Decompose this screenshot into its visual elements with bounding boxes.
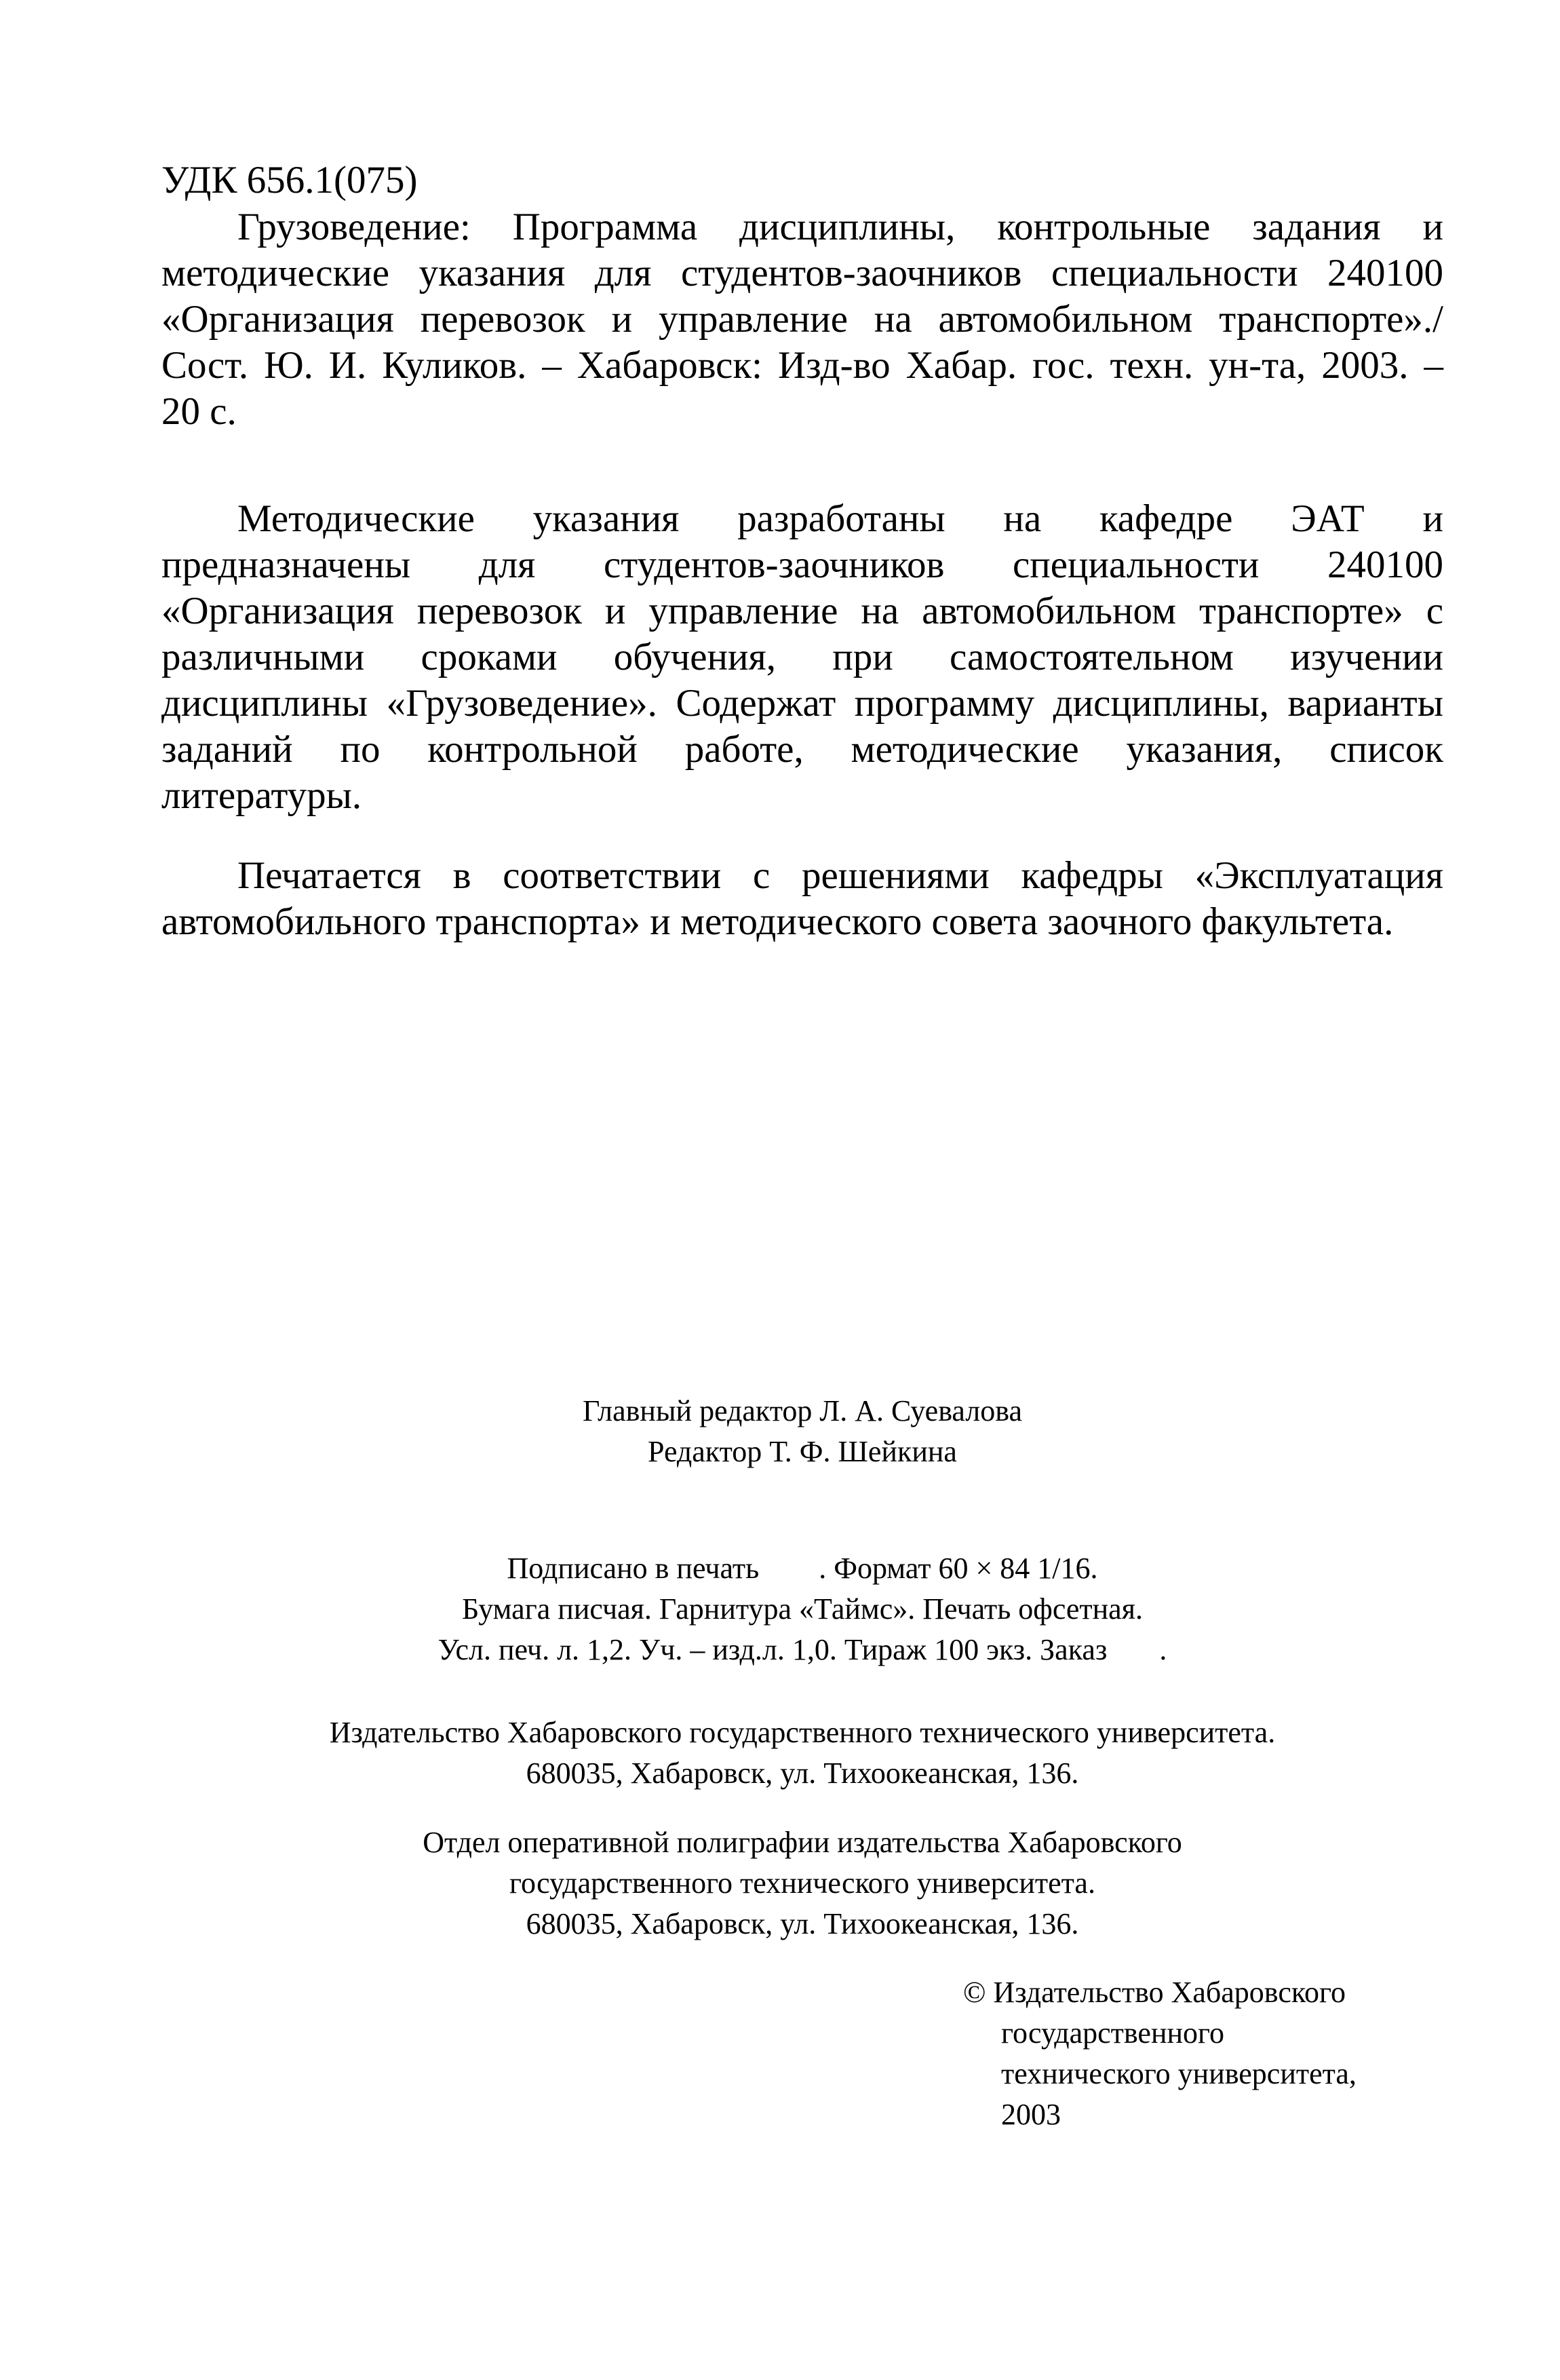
approval-line: автомобильного транспорта» и методического совета заочного факультета. [161, 900, 1394, 943]
publisher-address: 680035, Хабаровск, ул. Тихоокеанская, 136. [526, 1757, 1079, 1790]
imprint-block [161, 1548, 1443, 1670]
abstract-line: литературы. [161, 774, 362, 817]
abstract-line: заданий по контрольной работе, методические указания, список [161, 728, 1443, 771]
approval-line: Печатается в соответствии с решениями кафедры «Эксплуатация [237, 854, 1443, 897]
copyright-line: государственного [1001, 2016, 1224, 2050]
bib-line: Сост. Ю. И. Куликов. – Хабаровск: Изд-во Хабар. гос. техн. ун-та, 2003. – [161, 344, 1443, 387]
bib-line: 20 с. [161, 390, 237, 433]
copyright-year: 2003 [1001, 2098, 1061, 2131]
abstract-line: дисциплины «Грузоведение». Содержат программу дисциплины, варианты [161, 682, 1443, 725]
abstract-line: предназначены для студентов-заочников специальности 240100 [161, 543, 1443, 586]
chief-editor: Главный редактор Л. А. Суевалова [583, 1394, 1022, 1427]
abstract-line: различными сроками обучения, при самостоятельном изучении [161, 636, 1443, 678]
editors-block [161, 1391, 1443, 1472]
publisher-name: Издательство Хабаровского государственного технического университета. [329, 1716, 1276, 1749]
publisher-block [161, 1712, 1443, 1794]
abstract-line: Методические указания разработаны на кафедре ЭАТ и [237, 497, 1443, 540]
signed-line: Подписано в печать . Формат 60 × 84 1/16. [507, 1552, 1098, 1585]
bib-line: Грузоведение: Программа дисциплины, контрольные задания и [237, 206, 1443, 248]
printshop-block [161, 1822, 1443, 1944]
volume-line: Усл. печ. л. 1,2. Уч. – изд.л. 1,0. Тираж 100 экз. Заказ . [437, 1633, 1167, 1666]
paper-line: Бумага писчая. Гарнитура «Таймс». Печать офсетная. [462, 1592, 1143, 1626]
abstract-line: «Организация перевозок и управление на автомобильном транспорте» с [161, 590, 1443, 632]
printshop-line: государственного технического университета. [509, 1866, 1095, 1900]
editor: Редактор Т. Ф. Шейкина [648, 1435, 957, 1468]
bib-line: «Организация перевозок и управление на автомобильном транспорте»./ [161, 298, 1443, 341]
printshop-line: Отдел оперативной полиграфии издательства Хабаровского [423, 1826, 1182, 1859]
approval-paragraph [161, 853, 1443, 945]
copyright-line: © Издательство Хабаровского [963, 1976, 1346, 2009]
copyright-block [963, 1972, 1357, 2135]
bib-line: методические указания для студентов-заочников специальности 240100 [161, 252, 1443, 294]
abstract-paragraph [161, 496, 1443, 819]
udk-code: УДК 656.1(075) [161, 159, 418, 201]
copyright-line: технического университета, [1001, 2057, 1357, 2090]
bibliographic-record [161, 204, 1443, 435]
printshop-address: 680035, Хабаровск, ул. Тихоокеанская, 136. [526, 1907, 1079, 1940]
